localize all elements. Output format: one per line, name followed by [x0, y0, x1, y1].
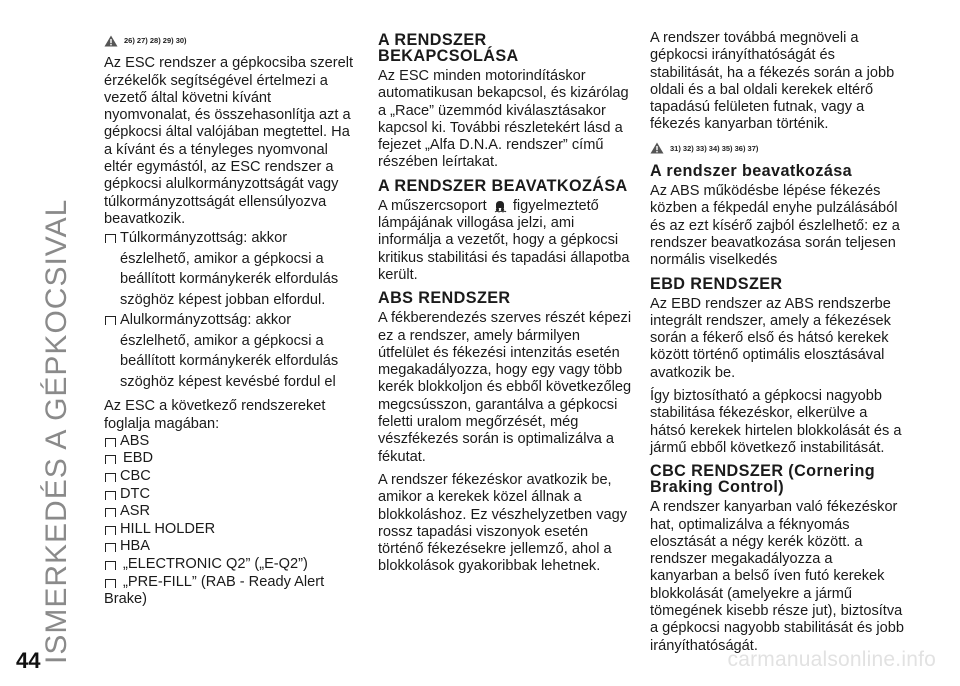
esc-warning-lamp-icon	[493, 199, 507, 213]
list-item-text: „ELECTRONIC Q2” („E-Q2”)	[123, 556, 308, 573]
ebd-paragraph-1: Az EBD rendszer az ABS rendszerbe integrált rendszer, amely a fékezések során a fékerő első és hátsó kerekek között történő optimális elosztásával avatkozik be.	[650, 295, 891, 381]
list-item-text: HILL HOLDER	[120, 520, 216, 537]
understeer-text: Alulkormányzottság: akkor észlelhető, amikor a gépkocsi a beállított kormánykerék elfordulás szöghöz képest kevésbé fordul el	[120, 312, 339, 390]
reference-numbers: 26) 27) 28) 29) 30)	[124, 36, 187, 45]
list-item-text: „PRE-FILL” (RAB - Ready Alert Brake)	[104, 573, 325, 608]
intervention-text-start: A műszercsoport	[378, 197, 487, 214]
systems-intro: Az ESC a következő rendszereket foglalja magában:	[104, 398, 326, 432]
bullet-icon	[105, 491, 116, 500]
bullet-icon	[105, 455, 116, 464]
list-item-text: ABS	[120, 432, 150, 449]
intro-paragraph: Az ESC rendszer a gépkocsiba szerelt érzékelők segítségével értelmezi a vezető által követni kívánt nyomvonalat, és összehasonlítja azt a gépkocsi által valójában megtettel. Ha a kívánt és a tényleges nyomvonal eltér egymástól, az ESC rendszer a gépkocsi alulkormányzottságát vagy túlkormányzottságát ellensúlyozva beavatkozik.	[104, 55, 354, 227]
list-item	[104, 574, 358, 609]
warning-refs	[104, 32, 358, 49]
abs-paragraph-2: A rendszer fékezéskor avatkozik be, amikor a kerekek közel állnak a blokkoláshoz. Ez vészhelyzetben vagy rossz tapadási viszonyok esetén történő fékezésekre jellemző, ahol a blokkolások gyakoribbak lehetnek.	[378, 471, 628, 575]
list-item	[104, 503, 358, 521]
list-item	[104, 486, 358, 504]
list-item	[104, 556, 358, 574]
list-item-text: CBC	[120, 468, 151, 485]
list-item	[104, 468, 358, 486]
column-1	[104, 30, 358, 611]
list-item-text: ASR	[120, 503, 151, 520]
ebd-paragraph-2: Így biztosítható a gépkocsi nagyobb stabilitása fékezéskor, elkerülve a hátsó kerekek hirtelen blokkolását és a jármű ebből következő instabilitását.	[650, 388, 902, 456]
list-item	[104, 433, 358, 451]
cbc-paragraph: A rendszer kanyarban való fékezéskor hat, optimalizálva a féknyomás elosztását a négy kerék között. a rendszer megakadályozza a kanyarban a belső íven futó kerekek blokkolását (amelyekre a jármű tömegének kisebb része jut), biztosítva a gépkocsi nagyobb stabilitását és jobb irányíthatóságát.	[650, 499, 904, 654]
systems-list	[104, 433, 358, 609]
list-item-text: DTC	[120, 485, 150, 502]
abs-intervention-paragraph: Az ABS működésbe lépése fékezés közben a fékpedál enyhe pulzálásából és az ezt kísérő zajból észlelhető: ez a rendszer beavatkozása során teljesen normális viselkedés	[650, 183, 900, 269]
abs-paragraph-3: A rendszer továbbá megnöveli a gépkocsi irányíthatóságát és stabilitását, ha a fékezés során a jobb oldali és a bal oldali kerekek eltérő tapadású felületen futnak, vagy a fékezés kanyarban történik.	[650, 30, 895, 133]
understeer-bullet	[104, 310, 358, 392]
bullet-icon	[105, 316, 116, 325]
watermark: carmanualsonline.info	[727, 648, 936, 671]
heading-intervention: A RENDSZER BEAVATKOZÁSA	[378, 176, 628, 195]
bullet-icon	[105, 508, 116, 517]
column-2	[378, 30, 632, 582]
bullet-icon	[105, 526, 116, 535]
list-item-text: HBA	[120, 538, 151, 555]
heading-cbc: CBC RENDSZER (Cornering Braking Control)	[650, 462, 876, 497]
list-item	[104, 450, 358, 468]
activation-paragraph: Az ESC minden motorindításkor automatikusan bekapcsol, és kizárólag a „Race” üzemmód kiválasztásakor kapcsol ki. További részletekért lásd a fejezet „Alfa D.N.A. rendszer” című részében leírtakat.	[378, 68, 629, 171]
oversteer-bullet	[104, 228, 358, 310]
heading-system-intervention: A rendszer beavatkozása	[650, 162, 853, 181]
list-item	[104, 521, 358, 539]
warning-refs	[650, 140, 904, 157]
heading-activation: A RENDSZER BEKAPCSOLÁSA	[378, 31, 519, 65]
heading-abs: ABS RENDSZER	[378, 289, 511, 308]
heading-ebd: EBD RENDSZER	[650, 274, 783, 293]
oversteer-text: Túlkormányzottság: akkor észlelhető, amikor a gépkocsi a beállított kormánykerék elfordulás szöghöz képest jobban elfordul.	[120, 230, 339, 308]
reference-numbers: 31) 32) 33) 34) 35) 36) 37)	[670, 143, 759, 153]
list-item-text: EBD	[123, 450, 154, 467]
bullet-icon	[105, 438, 116, 447]
section-side-title: ISMERKEDÉS A GÉPKOCSIVAL	[40, 198, 73, 664]
page-number: 44	[16, 648, 41, 673]
bullet-icon	[105, 473, 116, 482]
bullet-icon	[105, 561, 116, 570]
abs-paragraph-1: A fékberendezés szerves részét képezi ez a rendszer, amely bármilyen útfelület és fékezési intenzitás esetén megakadályozza, hogy egy vagy több kerék blokkoljon és ebből következőleg megcsússzon, garantálva a gépkocsi feletti uralom megőrzését, még vészfékezés során is optimalizálva a fékutat.	[378, 310, 632, 465]
column-3	[650, 30, 904, 661]
bullet-icon	[105, 543, 116, 552]
bullet-icon	[105, 234, 116, 243]
list-item	[104, 538, 358, 556]
intervention-paragraph	[378, 198, 632, 284]
intervention-text-end: figyelmeztető lámpájának villogása jelzi, ami informálja a vezetőt, hogy a gépkocsi kritikus stabilitási és tapadási állapotba került.	[378, 197, 630, 283]
warning-triangle-icon	[650, 142, 664, 154]
bullet-icon	[105, 579, 116, 588]
warning-triangle-icon	[104, 35, 118, 47]
